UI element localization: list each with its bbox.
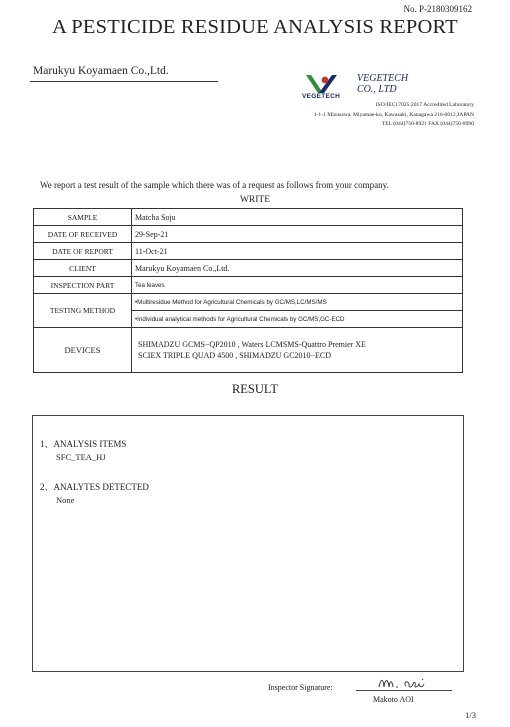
analytes-detected-value: None [56, 495, 75, 505]
devices-label: DEVICES [34, 328, 132, 373]
company-name [357, 73, 408, 95]
inspector-name: Makoto AOI [373, 695, 414, 704]
address: 1-1-1 Mizusawa, Miyamae-ku, Kawasaki, Kanagawa 216-0012,JAPAN [313, 111, 474, 118]
page-number: 1/3 [465, 710, 476, 720]
report-title: A PESTICIDE RESIDUE ANALYSIS REPORT [52, 16, 458, 38]
report-date-value: 11-Oct-21 [132, 243, 463, 260]
analytes-detected-label: 2、ANALYTES DETECTED [40, 482, 149, 492]
report-number: No. P-2180309162 [403, 4, 472, 14]
table-row [34, 277, 463, 294]
company-name-line1: VEGETECH [357, 73, 409, 84]
testing-method-label: TESTING METHOD [34, 294, 132, 328]
handwritten-signature [376, 672, 436, 692]
testing-method-2: •Individual analytical methods for Agricultural Chemicals by GC/MS,GC-ECD [132, 311, 463, 328]
sample-label: SAMPLE [34, 209, 132, 226]
accreditation: ISO/IEC17025:2017 Accredited Laboratory [375, 102, 474, 108]
client-underline [30, 81, 218, 82]
table-row [34, 294, 463, 311]
intro-text: We report a test result of the sample which there was of a request as follows from your company. [40, 180, 389, 190]
analysis-items-value: SFC_TEA_HJ [56, 452, 106, 462]
inspection-part-value: Tea leaves [132, 277, 463, 294]
company-info [314, 101, 474, 130]
sample-value: Matcha Soju [132, 209, 463, 226]
table-row [34, 260, 463, 277]
inspection-part-label: INSPECTION PART [34, 277, 132, 294]
devices-line1: SHIMADZU GCMS−QP2010 , Waters LCMSMS-Quattro Premier XE [138, 340, 366, 349]
company-name-line2: CO., LTD [357, 84, 397, 95]
write-label: WRITE [239, 195, 271, 205]
table-row [34, 328, 463, 373]
devices-line2: SCIEX TRIPLE QUAD 4500 , SHIMADZU GC2010−ECD [138, 351, 332, 360]
table-row [34, 243, 463, 260]
testing-method-1: •Multiresidue Method for Agricultural Chemicals by GC/MS,LC/MS/MS [132, 294, 463, 311]
sample-info-table [33, 208, 463, 373]
tel-fax: TEL (044)750-8921 FAX (044)750-8990 [381, 121, 474, 127]
client-label: CLIENT [34, 260, 132, 277]
received-label: DATE OF RECEIVED [34, 226, 132, 243]
table-row [34, 209, 463, 226]
logo-wordmark: VEGETECH [302, 93, 341, 100]
analysis-items-label: 1、ANALYSIS ITEMS [40, 439, 127, 449]
client-value: Marukyu Koyamaen Co.,Ltd. [132, 260, 463, 277]
received-value: 29-Sep-21 [132, 226, 463, 243]
report-date-label: DATE OF REPORT [34, 243, 132, 260]
result-heading: RESULT [231, 382, 279, 396]
signature-line [356, 690, 452, 691]
client-name: Marukyu Koyamaen Co.,Ltd. [33, 65, 169, 77]
signature-label: Inspector Signature: [268, 683, 333, 692]
devices-value [132, 328, 463, 373]
table-row [34, 226, 463, 243]
